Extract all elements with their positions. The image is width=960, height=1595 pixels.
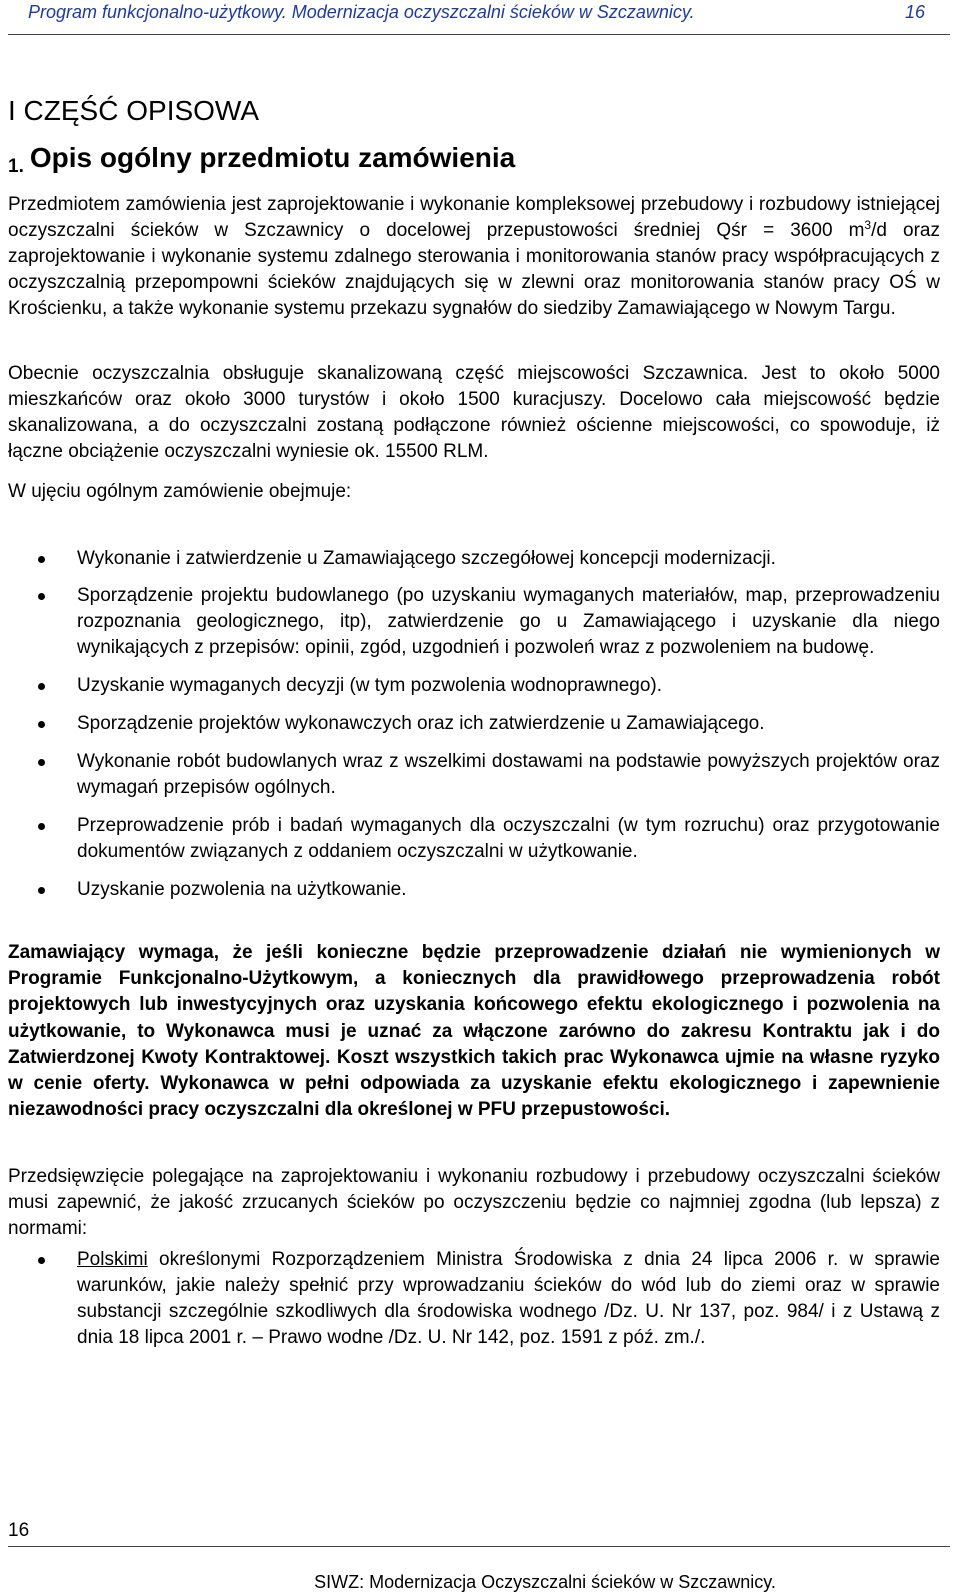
list-item-text: Wykonanie i zatwierdzenie u Zamawiającego szczegółowej koncepcji modernizacji. [77,548,776,569]
bullet-icon [38,683,45,690]
header-title: Program funkcjonalno-użytkowy. Modernizacja oczyszczalni ścieków w Szczawnicy. [28,2,695,22]
norms-text: określonymi Rozporządzeniem Ministra Środowiska z dnia 24 lipca 2006 r. w sprawie warunków, jakie należy spełnić przy wprowadzaniu ścieków do wód lub do ziemi oraz w sprawie substancji szczególnie szkodliwych dla środowiska wodnego /Dz. U. Nr 137, poz. 984/ i z Ustawą z dnia 18 lipca 2001 r. – Prawo wodne /Dz. U. Nr 142, poz. 1591 z póź. zm./. [77,1249,940,1348]
bullet-icon [38,887,45,894]
list-item [0,813,940,865]
list-item-text: Uzyskanie pozwolenia na użytkowanie. [77,879,407,900]
header-page-number: 16 [904,2,925,22]
footer-text: SIWZ: Modernizacja Oczyszczalni ścieków w Szczawnicy. [314,1572,776,1592]
bullet-icon [38,1257,45,1264]
list-item [0,546,940,572]
list-item-text: Uzyskanie wymaganych decyzji (w tym pozwolenia wodnoprawnego). [77,675,663,696]
norms-list [0,1247,940,1351]
list-item-text: Wykonanie robót budowlanych wraz z wszelkimi dostawami na podstawie powyższych projektów oraz wymagań przepisów ogólnych. [77,751,940,798]
list-item-text: Przeprowadzenie prób i badań wymaganych dla oczyszczalni (w tym rozruchu) oraz przygotowanie dokumentów związanych z oddaniem oczyszczalni w użytkowanie. [77,815,940,862]
part-title: I CZĘŚĆ OPISOWA [8,95,259,126]
list-item [0,1247,940,1351]
bullet-icon [38,556,45,563]
list-item [0,711,940,737]
intro-text-start: Przedmiotem zamówienia jest zaprojektowanie i wykonanie kompleksowej przebudowy i rozbudowy istniejącej oczyszczalni ścieków w Szczawnicy o docelowej przepustowości średniej Qśr = 3600 m [8,194,940,241]
list-item-text: Sporządzenie projektów wykonawczych oraz ich zatwierdzenie u Zamawiającego. [77,713,765,734]
bullet-icon [38,759,45,766]
contractor-requirement-paragraph: Zamawiający wymaga, że jeśli konieczne będzie przeprowadzenie działań nie wymienionych w Programie Funkcjonalno-Użytkowym, a koniecznych dla prawidłowego przeprowadzenia robót projektowych lub inwestycyjnych oraz uzyskania końcowego efektu ekologicznego i pozwolenia na użytkowanie, to Wykonawca musi je uznać za włączone zarówno do zakresu Kontraktu jak i do Zatwierdzonej Kwoty Kontraktowej. Koszt wszystkich takich prac Wykonawca ujmie na własne ryzyko w cenie oferty. Wykonawca w pełni odpowiada za uzyskanie efektu ekologicznego i zapewnienie niezawodności pracy oczyszczalni dla określonej w PFU przepustowości. [8,942,940,1121]
footer-rule [8,1546,950,1547]
list-item [0,749,940,801]
current-state-paragraph: Obecnie oczyszczalnia obsługuje skanalizowaną część miejscowości Szczawnica. Jest to około 5000 mieszkańców oraz około 3000 turystów i około 1500 kuracjuszy. Docelowo cała miejscowość będzie skanalizowana, a do oczyszczalni zostaną podłączone również ościenne miejscowości, co spowoduje, iż łączne obciążenie oczyszczalni wyniesie ok. 15500 RLM. [8,363,940,462]
list-item-text: Sporządzenie projektu budowlanego (po uzyskaniu wymaganych materiałów, map, przeprowadzeniu rozpoznania geologicznego, itp), zatwierdzenie go u Zamawiającego i uzyskanie dla niego wynikających z przepisów: opinii, zgód, uzgodnień i pozwoleń wraz z pozwoleniem na budowę. [77,585,940,658]
chapter-heading [8,142,516,177]
scope-list [0,546,940,903]
header-rule [8,34,950,35]
norms-underlined-word: Polskimi [77,1249,148,1270]
list-item [0,877,940,903]
intro-text-end: /d oraz zaprojektowanie i wykonanie systemu zdalnego sterowania i monitorowania stanów pracy współpracujących z oczyszczalnią przepompowni ścieków znajdujących się w zlewni oraz monitorowania stanów pracy OŚ w Krościenku, a także wykonanie systemu przekazu sygnałów do siedziby Zamawiającego w Nowym Targu. [8,220,940,319]
scope-intro: W ujęciu ogólnym zamówienie obejmuje: [8,481,352,502]
bullet-icon [38,823,45,830]
footer-page-number: 16 [8,1520,30,1541]
list-item [0,673,940,699]
intro-paragraph [8,192,940,322]
list-item [0,583,940,661]
chapter-number: 1. [8,156,24,177]
intro-superscript: 3 [864,218,872,232]
bullet-icon [38,721,45,728]
page-header [28,2,933,23]
quality-intro-paragraph: Przedsięwzięcie polegające na zaprojektowaniu i wykonaniu rozbudowy i przebudowy oczyszczalni ścieków musi zapewnić, że jakość zrzucanych ścieków po oczyszczeniu będzie co najmniej zgodna (lub lepsza) z normami: [8,1166,940,1239]
bullet-icon [38,593,45,600]
chapter-title: Opis ogólny przedmiotu zamówienia [29,142,516,173]
